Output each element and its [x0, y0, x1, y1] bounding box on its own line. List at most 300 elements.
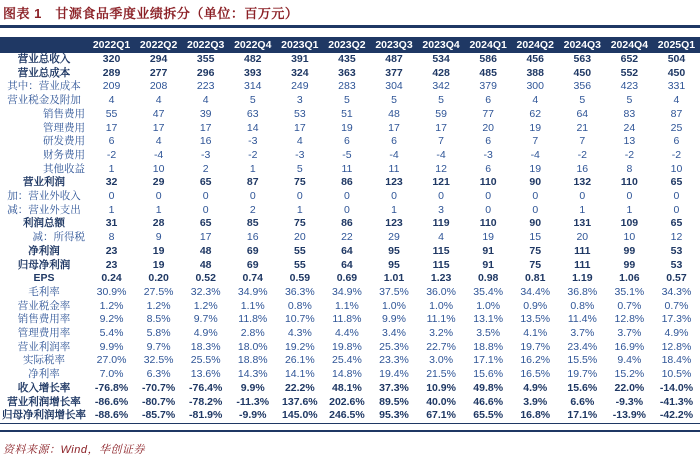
cell-value: 0: [344, 190, 350, 203]
cell-value: 110: [479, 217, 497, 230]
table-row: [0, 300, 700, 314]
cell-value: 5: [296, 162, 303, 175]
cell-value: 115: [432, 244, 450, 257]
cell-value: 7: [438, 135, 444, 148]
source-note: 资料来源：Wind，华创证券: [3, 444, 145, 457]
cell-value: 17: [199, 121, 212, 134]
cell-value: 25.4%: [332, 354, 362, 367]
cell-value: 34.9%: [237, 285, 268, 298]
table-row: [0, 368, 700, 382]
cell-value: 19: [482, 231, 494, 244]
cell-value: 485: [479, 66, 497, 79]
cell-value: 1.0%: [382, 299, 406, 312]
cell-value: 4: [202, 94, 209, 107]
figure: [0, 3, 700, 457]
cell-value: 0: [532, 203, 539, 216]
cell-value: 9.4%: [617, 354, 642, 367]
cell-value: 17: [152, 121, 165, 134]
cell-value: 19.8%: [332, 340, 362, 353]
cell-value: 17.1%: [559, 409, 606, 423]
cell-value: -2: [671, 148, 682, 161]
cell-value: 8: [626, 162, 633, 175]
cell-value: 4: [296, 135, 303, 148]
cell-value: 0: [108, 190, 115, 203]
cell-value: 99: [623, 244, 636, 257]
cell-value: -41.3%: [659, 395, 694, 408]
cell-value: 90: [529, 217, 542, 230]
cell-value: 15.2%: [614, 368, 645, 381]
cell-value: 208: [149, 80, 168, 93]
row-label: 收入增长率: [17, 381, 71, 394]
cell-value: 21: [576, 121, 589, 134]
cell-value: 19: [529, 121, 542, 134]
cell-value: 29: [152, 176, 165, 189]
cell-value: 35.4%: [473, 285, 504, 298]
cell-value: 91: [482, 258, 494, 271]
cell-value: 552: [620, 66, 639, 79]
cell-value: 0: [673, 203, 680, 216]
cell-value: 59: [435, 107, 447, 120]
table-row: [0, 409, 700, 423]
row-label: 其他收益: [43, 162, 85, 175]
cell-value: 11.1%: [426, 313, 456, 326]
cell-value: 10: [152, 162, 165, 175]
cell-value: 1.0%: [429, 299, 454, 312]
cell-value: 294: [149, 53, 168, 65]
cell-value: 7: [532, 135, 539, 148]
cell-value: 0.74: [242, 272, 263, 285]
cell-value: 3: [438, 203, 444, 216]
cell-value: 15.6%: [567, 381, 598, 394]
cell-value: 27.0%: [96, 354, 127, 367]
row-label: 销售费用: [43, 107, 85, 120]
cell-value: 4: [438, 231, 444, 244]
cell-value: 16.2%: [520, 354, 551, 367]
cell-value: 36.3%: [284, 285, 315, 298]
cell-value: 27.5%: [143, 285, 174, 298]
cell-value: 24: [623, 121, 636, 134]
cell-value: 40.0%: [426, 395, 456, 408]
cell-value: 1: [391, 203, 397, 216]
cell-value: 2: [202, 162, 209, 175]
column-header: 2024Q2: [516, 39, 554, 51]
cell-value: 3.7%: [570, 327, 595, 340]
table-row: [0, 313, 700, 327]
column-header: 2023Q1: [281, 39, 319, 51]
cell-value: 85: [246, 217, 259, 230]
table-row: [0, 217, 700, 231]
cell-value: -4: [389, 148, 399, 161]
row-label: 归母净利润增长率: [0, 409, 88, 423]
cell-value: 95: [388, 258, 400, 271]
cell-value: 15.5%: [567, 354, 598, 367]
cell-value: -5: [342, 148, 352, 161]
figure-title: 图表 1 甘源食品季度业绩拆分（单位：百万元）: [3, 6, 299, 21]
cell-value: -9.3%: [615, 395, 644, 408]
cell-value: 14.3%: [237, 368, 268, 381]
cell-value: -4: [436, 148, 446, 161]
cell-value: -78.2%: [189, 395, 223, 408]
cell-value: 324: [291, 66, 309, 79]
cell-value: 0: [296, 190, 303, 203]
cell-value: 67.1%: [418, 409, 465, 423]
cell-value: 487: [385, 53, 403, 65]
column-header: 2023Q4: [422, 39, 460, 51]
row-label: 营业总收入: [17, 53, 71, 65]
cell-value: -13.9%: [606, 409, 653, 423]
cell-value: 34.4%: [520, 285, 551, 298]
row-label: 销售费用率: [17, 313, 71, 326]
cell-value: 111: [574, 244, 591, 257]
cell-value: 37.5%: [379, 285, 409, 298]
cell-value: 30.9%: [96, 285, 127, 298]
cell-value: 9: [155, 231, 162, 244]
cell-value: 111: [574, 258, 591, 271]
cell-value: -70.7%: [141, 381, 176, 394]
cell-value: 131: [573, 217, 592, 230]
cell-value: 16: [246, 231, 259, 244]
table-row: [0, 396, 700, 410]
cell-value: -85.7%: [135, 409, 182, 423]
row-label: 实际税率: [23, 354, 65, 367]
cell-value: 4: [532, 94, 539, 107]
cell-value: 20: [576, 231, 589, 244]
cell-value: 3.2%: [429, 327, 454, 340]
cell-value: 75: [529, 244, 542, 257]
cell-value: 1: [626, 203, 633, 216]
table-row: [0, 204, 700, 218]
cell-value: 3.4%: [382, 327, 406, 340]
cell-value: 377: [385, 66, 403, 79]
cell-value: 32: [105, 176, 118, 189]
cell-value: 5: [626, 94, 633, 107]
cell-value: 91: [482, 244, 494, 257]
cell-value: 209: [102, 80, 121, 93]
cell-value: 53: [670, 258, 683, 271]
cell-value: 388: [526, 66, 544, 79]
row-label-header: [0, 37, 88, 53]
cell-value: 20: [482, 121, 494, 134]
cell-value: 202.6%: [329, 395, 365, 408]
cell-value: 4.9%: [523, 381, 548, 394]
cell-value: 123: [385, 176, 403, 189]
cell-value: 1.06: [619, 272, 640, 285]
cell-value: 17: [294, 121, 306, 134]
row-label: 减：营业外支出: [7, 203, 81, 216]
cell-value: 6: [391, 135, 397, 148]
cell-value: 48.1%: [332, 381, 362, 394]
cell-value: 65: [670, 217, 683, 230]
cell-value: 22.2%: [284, 381, 315, 394]
column-header: 2022Q2: [139, 39, 178, 51]
row-label: 毛利率: [28, 285, 60, 298]
table-header: [0, 37, 700, 53]
cell-value: 12: [435, 162, 447, 175]
cell-value: 12.8%: [614, 313, 645, 326]
cell-value: 14.8%: [332, 368, 362, 381]
cell-value: 1.01: [383, 272, 405, 285]
cell-value: 132: [573, 176, 592, 189]
cell-value: 0.52: [195, 272, 216, 285]
cell-value: -3: [295, 148, 305, 161]
cell-value: 19: [529, 162, 542, 175]
cell-value: 19: [152, 258, 165, 271]
cell-value: 64: [341, 258, 353, 271]
table-row: [0, 341, 700, 355]
cell-value: 0.69: [336, 272, 358, 285]
quarterly-results-table: [0, 37, 700, 424]
cell-value: 53: [670, 244, 683, 257]
cell-value: 0: [249, 190, 256, 203]
cell-value: -9.9%: [229, 409, 276, 423]
cell-value: 283: [338, 80, 356, 93]
row-label: 营业利润: [23, 176, 65, 189]
cell-value: 115: [432, 258, 450, 271]
cell-value: 1: [296, 203, 303, 216]
column-header: 2025Q1: [657, 39, 696, 51]
cell-value: 4.4%: [334, 327, 359, 340]
cell-value: 87: [670, 107, 683, 120]
row-label: EPS: [33, 272, 55, 285]
cell-value: 3.9%: [523, 395, 548, 408]
row-label: 营业税金率: [17, 299, 71, 312]
cell-value: 62: [529, 107, 542, 120]
cell-value: 34.9%: [332, 285, 362, 298]
cell-value: 83: [623, 107, 636, 120]
cell-value: 19: [341, 121, 353, 134]
cell-value: 15: [529, 231, 542, 244]
cell-value: 53: [294, 107, 306, 120]
cell-value: 64: [576, 107, 589, 120]
cell-value: 47: [152, 107, 165, 120]
cell-value: 11: [341, 162, 353, 175]
cell-value: 296: [196, 66, 215, 79]
row-label: 营业税金及附加: [7, 94, 81, 107]
cell-value: 9.7%: [193, 313, 218, 326]
cell-value: 86: [341, 176, 353, 189]
cell-value: 9.2%: [99, 313, 124, 326]
cell-value: 22: [341, 231, 353, 244]
cell-value: 0.8%: [570, 299, 595, 312]
row-label: 管理费用率: [17, 327, 71, 340]
cell-value: 0: [344, 203, 350, 216]
cell-value: 6: [485, 162, 492, 175]
header-row: [0, 37, 700, 53]
cell-value: 0: [673, 190, 680, 203]
cell-value: 4.1%: [523, 327, 548, 340]
cell-value: 428: [432, 66, 450, 79]
row-label: 其中：营业成本: [7, 80, 81, 93]
cell-value: 32.3%: [190, 285, 221, 298]
cell-value: 6: [108, 135, 115, 148]
cell-value: 1: [108, 162, 115, 175]
cell-value: 0: [155, 190, 162, 203]
cell-value: 18.0%: [237, 340, 268, 353]
table-row: [0, 259, 700, 273]
cell-value: 3.5%: [476, 327, 501, 340]
cell-value: 75: [529, 258, 542, 271]
table-row: [0, 122, 700, 136]
cell-value: 13.6%: [190, 368, 221, 381]
cell-value: 17.3%: [661, 313, 692, 326]
cell-value: -80.7%: [141, 395, 176, 408]
cell-value: 1.23: [430, 272, 452, 285]
cell-value: -2: [106, 148, 117, 161]
row-label: 营业利润增长率: [7, 395, 81, 408]
cell-value: 13.1%: [473, 313, 504, 326]
cell-value: 25.5%: [190, 354, 221, 367]
cell-value: 23: [105, 258, 118, 271]
cell-value: 35.1%: [614, 285, 645, 298]
cell-value: 11: [388, 162, 400, 175]
cell-value: 37.3%: [379, 381, 409, 394]
cell-value: 32.5%: [143, 354, 174, 367]
cell-value: -14.0%: [659, 381, 694, 394]
cell-value: 51: [341, 107, 353, 120]
cell-value: 9.7%: [146, 340, 171, 353]
cell-value: 2: [249, 203, 256, 216]
cell-value: 64: [341, 244, 353, 257]
cell-value: 423: [620, 80, 639, 93]
table-row: [0, 94, 700, 108]
cell-value: 119: [432, 217, 450, 230]
cell-value: 65.5%: [465, 409, 512, 423]
cell-value: 223: [196, 80, 215, 93]
table-row: [0, 286, 700, 300]
cell-value: 482: [244, 53, 262, 65]
cell-value: 14: [246, 121, 259, 134]
cell-value: 4: [673, 94, 680, 107]
cell-value: 10.9%: [426, 381, 456, 394]
cell-value: 4: [155, 94, 162, 107]
cell-value: 95: [388, 244, 400, 257]
cell-value: -11.3%: [236, 395, 270, 408]
row-label: 营业总成本: [17, 66, 71, 79]
cell-value: -3: [483, 148, 493, 161]
row-label: 加：营业外收入: [7, 190, 81, 203]
cell-value: 5: [249, 94, 256, 107]
cell-value: 0: [579, 190, 586, 203]
cell-value: 5: [344, 94, 350, 107]
cell-value: 0.20: [148, 272, 169, 285]
cell-value: 11.4%: [567, 313, 597, 326]
cell-value: 11.8%: [332, 313, 362, 326]
row-label: 减：所得税: [32, 231, 85, 244]
cell-value: 0: [438, 190, 444, 203]
cell-value: 69: [246, 244, 259, 257]
column-header: 2022Q3: [187, 39, 225, 51]
cell-value: 652: [620, 53, 639, 65]
table-row: [0, 53, 700, 67]
column-header: 2023Q3: [375, 39, 413, 51]
table-row: [0, 354, 700, 368]
cell-value: 13: [623, 135, 636, 148]
cell-value: 65: [670, 176, 683, 189]
cell-value: 5.4%: [99, 327, 124, 340]
cell-value: 87: [246, 176, 259, 189]
cell-value: 1.1%: [240, 299, 265, 312]
cell-value: 450: [573, 66, 592, 79]
cell-value: 26.1%: [284, 354, 315, 367]
cell-value: -81.9%: [182, 409, 229, 423]
cell-value: 8.5%: [146, 313, 171, 326]
cell-value: 23: [105, 244, 118, 257]
cell-value: 20: [294, 231, 306, 244]
cell-value: 22.7%: [426, 340, 456, 353]
cell-value: 0.57: [666, 272, 687, 285]
cell-value: 8: [108, 231, 115, 244]
cell-value: 10: [670, 162, 683, 175]
cell-value: 0.9%: [523, 299, 548, 312]
column-header: 2024Q1: [469, 39, 507, 51]
cell-value: 435: [338, 53, 356, 65]
cell-value: 19: [152, 244, 165, 257]
cell-value: -2: [248, 148, 258, 161]
cell-value: 15.6%: [473, 368, 504, 381]
column-header: 2024Q3: [563, 39, 601, 51]
cell-value: 55: [294, 258, 306, 271]
bottom-rule: [0, 430, 700, 433]
cell-value: 75: [294, 176, 306, 189]
row-label: 财务费用: [43, 148, 85, 161]
cell-value: 6: [673, 135, 680, 148]
cell-value: 65: [199, 176, 212, 189]
cell-value: 137.6%: [282, 395, 318, 408]
cell-value: 36.8%: [567, 285, 598, 298]
cell-value: 17: [199, 231, 212, 244]
cell-value: 16.5%: [520, 368, 551, 381]
table-row: [0, 190, 700, 204]
cell-value: 16: [576, 162, 589, 175]
cell-value: 46.6%: [473, 395, 504, 408]
cell-value: 0: [202, 190, 209, 203]
cell-value: 121: [432, 176, 450, 189]
cell-value: 7.0%: [99, 368, 124, 381]
cell-value: 0.98: [477, 272, 499, 285]
cell-value: 342: [432, 80, 450, 93]
table-row: [0, 245, 700, 259]
cell-value: -42.2%: [653, 409, 700, 423]
cell-value: 363: [338, 66, 356, 79]
cell-value: -2: [577, 148, 587, 161]
cell-value: 145.0%: [276, 409, 323, 423]
cell-value: 355: [196, 53, 215, 65]
cell-value: 1: [155, 203, 162, 216]
table-row: [0, 327, 700, 341]
cell-value: 48: [388, 107, 400, 120]
cell-value: 0.81: [525, 272, 546, 285]
cell-value: 65: [199, 217, 212, 230]
cell-value: 1: [579, 203, 586, 216]
table-row: [0, 149, 700, 163]
cell-value: 304: [385, 80, 403, 93]
cell-value: 49.8%: [473, 381, 504, 394]
cell-value: 11.8%: [238, 313, 268, 326]
row-label: 研发费用: [43, 135, 85, 148]
table-row: [0, 272, 700, 286]
report-figure-page: [0, 3, 700, 461]
cell-value: 1.19: [572, 272, 593, 285]
cell-value: 1.2%: [193, 299, 218, 312]
table-row: [0, 163, 700, 177]
cell-value: -76.8%: [94, 381, 129, 394]
cell-value: -88.6%: [88, 409, 135, 423]
cell-value: -2: [624, 148, 635, 161]
title-rule: [0, 25, 700, 28]
cell-value: 23.3%: [379, 354, 409, 367]
cell-value: 5: [579, 94, 586, 107]
cell-value: 19.7%: [567, 368, 598, 381]
